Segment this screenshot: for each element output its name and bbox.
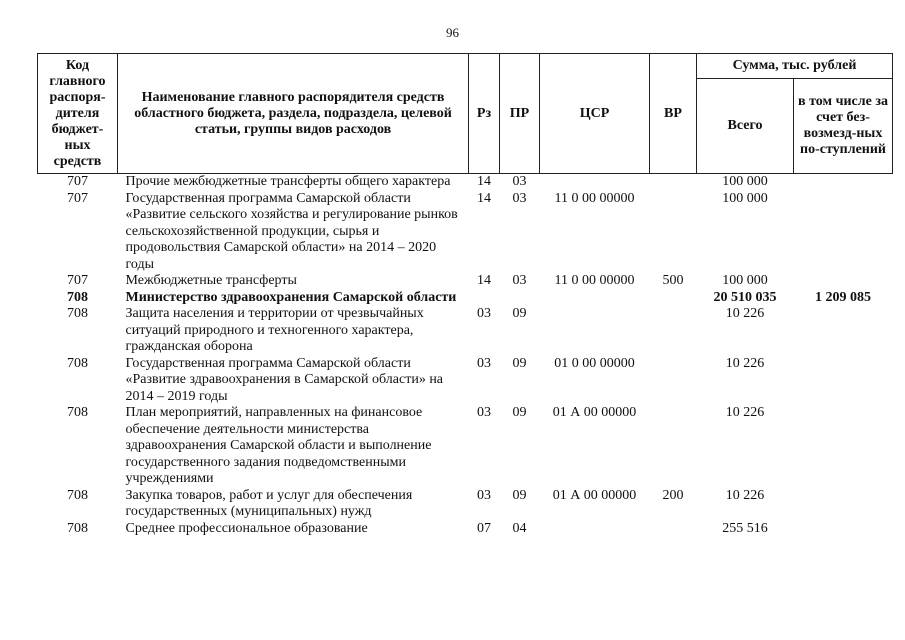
cell-free: 1 209 085	[815, 289, 871, 305]
cell-pr: 04	[512, 520, 527, 536]
cell-pr: 03	[512, 174, 527, 189]
cell-vr	[650, 290, 697, 307]
cell-free	[794, 306, 893, 356]
header-rz: Рз	[469, 54, 500, 174]
cell-code: 708	[67, 520, 88, 536]
table-header	[38, 54, 893, 174]
table-row	[38, 191, 893, 274]
table-row	[38, 488, 893, 521]
cell-vr	[650, 405, 697, 488]
cell-total: 10 226	[725, 306, 765, 321]
header-total: Всего	[697, 79, 794, 174]
header-vr: ВР	[650, 54, 697, 174]
cell-total: 10 226	[725, 405, 765, 420]
header-free: в том числе за счет без-возмезд-ных по-ступлений	[794, 79, 893, 174]
budget-table	[37, 53, 893, 537]
cell-pr: 09	[512, 487, 527, 503]
cell-free	[794, 405, 893, 488]
header-sum: Сумма, тыс. рублей	[697, 54, 893, 79]
cell-name: Среднее профессиональное образование	[125, 520, 368, 536]
header-name: Наименование главного распорядителя средств областного бюджета, раздела, подраздела, целевой статьи, группы видов расходов	[118, 54, 469, 174]
cell-code: 708	[67, 355, 88, 371]
cell-rz: 14	[477, 273, 491, 288]
cell-csr	[540, 174, 650, 191]
cell-csr	[540, 521, 650, 538]
cell-csr: 01 А 00 00000	[552, 405, 637, 420]
cell-vr	[650, 306, 697, 356]
table-row	[38, 273, 893, 290]
cell-total: 10 226	[725, 355, 765, 371]
header-pr: ПР	[500, 54, 540, 174]
cell-vr: 200	[662, 487, 684, 503]
cell-csr: 01 А 00 00000	[552, 487, 637, 503]
cell-pr: 09	[512, 405, 527, 420]
table-row	[38, 521, 893, 538]
page-number: 96	[446, 25, 459, 40]
cell-free	[794, 191, 893, 274]
cell-name: Закупка товаров, работ и услуг для обеспечения государственных (муниципальных) нужд	[125, 487, 413, 519]
cell-rz: 14	[477, 190, 491, 206]
cell-csr: 11 0 00 00000	[554, 190, 635, 206]
header-csr: ЦСР	[540, 54, 650, 174]
cell-name: Межбюджетные трансферты	[125, 273, 297, 288]
cell-total: 10 226	[725, 487, 765, 503]
cell-free	[794, 521, 893, 538]
cell-rz: 03	[477, 306, 491, 321]
cell-code: 708	[67, 289, 88, 305]
cell-pr: 03	[512, 273, 527, 288]
cell-pr: 09	[512, 355, 527, 371]
cell-free	[794, 488, 893, 521]
cell-total: 100 000	[722, 273, 768, 288]
cell-pr: 09	[512, 306, 527, 321]
cell-code: 708	[67, 487, 88, 503]
table-body	[38, 174, 893, 538]
cell-code: 708	[67, 306, 88, 321]
cell-name: Государственная программа Самарской области «Развитие сельского хозяйства и регулирование рынков сельскохозяйственной продукции, сырья и продовольствия Самарской области» на 2014 – 2020 годы	[125, 190, 458, 272]
cell-free	[794, 174, 893, 191]
cell-free	[794, 356, 893, 406]
cell-code: 707	[67, 273, 88, 288]
table-row	[38, 356, 893, 406]
cell-name: Защита населения и территории от чрезвычайных ситуаций природного и техногенного характера, гражданская оборона	[125, 306, 424, 354]
cell-total: 20 510 035	[713, 289, 777, 305]
header-code: Код главного распоря-дителя бюджет-ных средств	[38, 54, 118, 174]
cell-vr	[650, 191, 697, 274]
cell-name: Прочие межбюджетные трансферты общего характера	[125, 174, 451, 189]
cell-rz: 03	[477, 355, 491, 371]
cell-free	[794, 273, 893, 290]
cell-csr: 01 0 00 00000	[554, 355, 635, 371]
table-row	[38, 174, 893, 191]
cell-csr	[540, 290, 650, 307]
cell-rz: 03	[477, 487, 491, 503]
cell-code: 708	[67, 405, 88, 420]
cell-total: 255 516	[722, 520, 768, 536]
cell-rz: 03	[477, 405, 491, 420]
cell-pr: 03	[512, 190, 527, 206]
cell-rz: 14	[477, 174, 491, 189]
cell-total: 100 000	[722, 190, 768, 206]
cell-code: 707	[67, 174, 88, 189]
cell-name: Министерство здравоохранения Самарской области	[125, 289, 457, 305]
cell-csr	[540, 306, 650, 356]
cell-csr: 11 0 00 00000	[554, 273, 635, 288]
cell-pr	[500, 290, 540, 307]
cell-vr	[650, 356, 697, 406]
cell-vr: 500	[662, 273, 684, 288]
cell-name: План мероприятий, направленных на финансовое обеспечение деятельности министерства здравоохранения Самарской области и выполнение государственного задания подведомственными учреждениями	[125, 405, 432, 486]
cell-name: Государственная программа Самарской области «Развитие здравоохранения в Самарской области» на 2014 – 2019 годы	[125, 355, 444, 404]
cell-rz: 07	[477, 520, 491, 536]
cell-vr	[650, 521, 697, 538]
table-row	[38, 405, 893, 488]
cell-code: 707	[67, 190, 88, 206]
cell-vr	[650, 174, 697, 191]
table-row	[38, 290, 893, 307]
table-row	[38, 306, 893, 356]
cell-rz	[469, 290, 500, 307]
cell-total: 100 000	[722, 174, 768, 189]
